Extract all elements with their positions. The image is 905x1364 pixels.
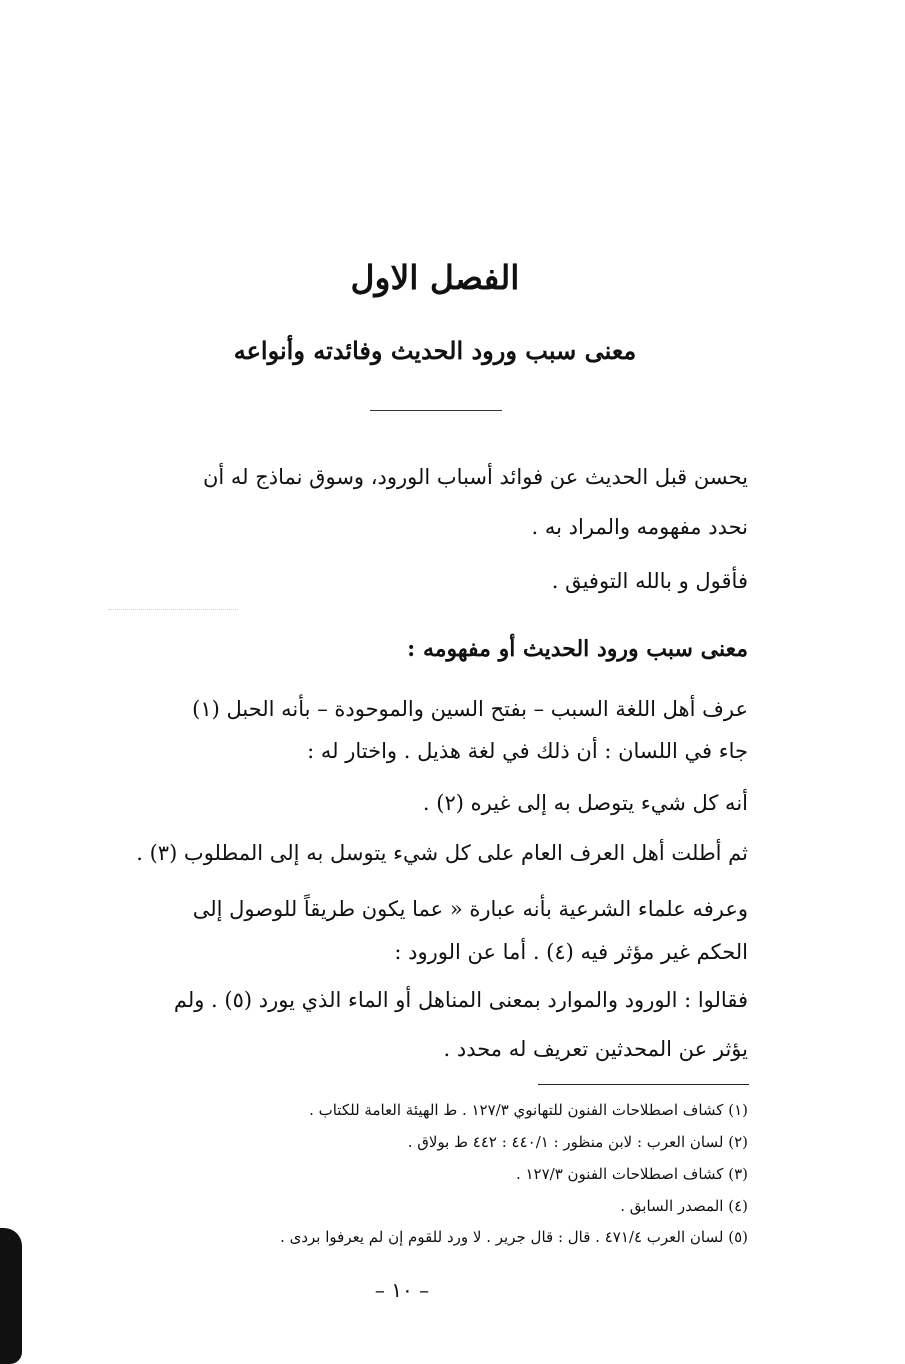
- chapter-subtitle: معنى سبب ورود الحديث وفائدته وأنواعه: [233, 336, 637, 365]
- body-line: يؤثر عن المحدثين تعريف له محدد .: [443, 1037, 748, 1061]
- intro-line: فأقول و بالله التوفيق .: [551, 569, 748, 593]
- chapter-title: الفصل الاول: [350, 258, 520, 297]
- intro-line: نحدد مفهومه والمراد به .: [531, 515, 748, 539]
- intro-line: يحسن قبل الحديث عن فوائد أسباب الورود، وسوق نماذج له أن: [202, 465, 748, 489]
- body-line: وعرفه علماء الشرعية بأنه عبارة « عما يكون طريقاً للوصول إلى: [192, 897, 748, 921]
- footnote: (٣) كشاف اصطلاحات الفنون ١٢٧/٣ .: [515, 1165, 748, 1183]
- body-line: فقالوا : الورود والموارد بمعنى المناهل أو الماء الذي يورد (٥) . ولم: [173, 988, 748, 1012]
- footnote: (٥) لسان العرب ٤٧١/٤ . قال : قال جرير . لا ورد للقوم إن لم يعرفوا بردى .: [280, 1228, 748, 1246]
- scan-artifact-line: [108, 609, 238, 610]
- footnote: (٢) لسان العرب : لابن منظور : ٤٤٠/١ : ٤٤٢ ط بولاق .: [407, 1133, 748, 1151]
- page-number: – ١٠ –: [374, 1278, 430, 1302]
- footnote-divider: [538, 1084, 749, 1085]
- body-line: أنه كل شيء يتوصل به إلى غيره (٢) .: [422, 791, 748, 815]
- body-line: ثم أطلت أهل العرف العام على كل شيء يتوسل به إلى المطلوب (٣) .: [136, 841, 748, 865]
- title-divider: [370, 410, 502, 411]
- section-heading: معنى سبب ورود الحديث أو مفهومه :: [407, 636, 748, 662]
- body-line: عرف أهل اللغة السبب – بفتح السين والموحودة – بأنه الحبل (١): [192, 697, 748, 721]
- footnote: (١) كشاف اصطلاحات الفنون للتهانوي ١٢٧/٣ . ط الهيئة العامة للكتاب .: [309, 1101, 748, 1119]
- footnote: (٤) المصدر السابق .: [620, 1197, 748, 1215]
- scan-edge-shadow: [0, 1228, 22, 1364]
- body-line: جاء في اللسان : أن ذلك في لغة هذيل . واختار له :: [307, 739, 748, 763]
- body-line: الحكم غير مؤثر فيه (٤) . أما عن الورود :: [394, 940, 748, 964]
